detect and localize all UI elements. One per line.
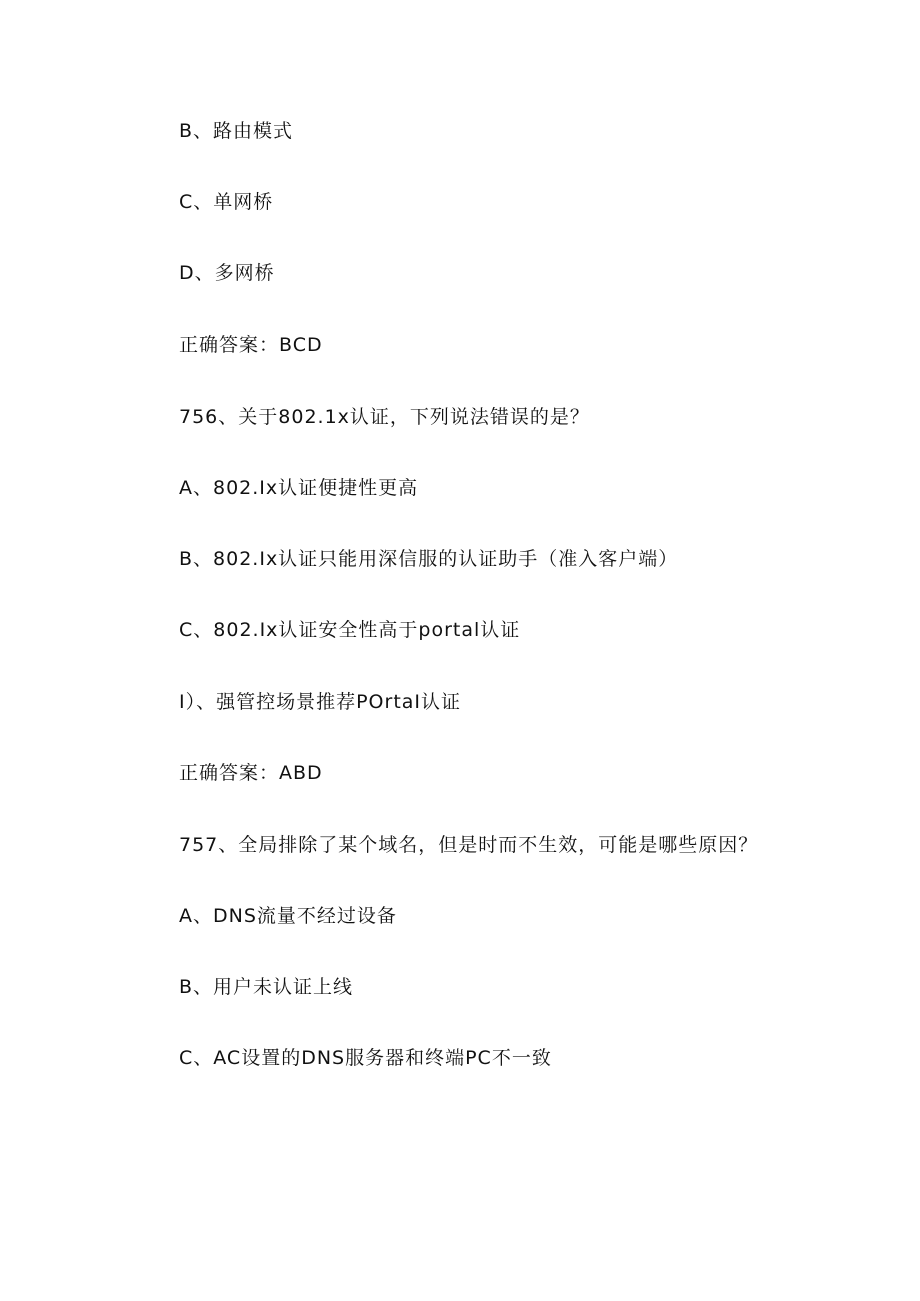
question-756: 756、关于802.1x认证，下列说法错误的是？ [179, 406, 590, 428]
question-756-option-c: C、802.Ix认证安全性高于portal认证 [179, 619, 521, 641]
question-756-option-d: I）、强管控场景推荐POrtaI认证 [179, 691, 462, 713]
question-757-option-a: A、DNS流量不经过设备 [179, 905, 397, 927]
question-757-option-c: C、AC设置的DNS服务器和终端PC不一致 [179, 1047, 552, 1069]
question-756-option-a: A、802.Ix认证便捷性更高 [179, 477, 419, 499]
question-757-option-b: B、用户未认证上线 [179, 976, 354, 998]
question-757: 757、全局排除了某个域名，但是时而不生效，可能是哪些原因？ [179, 834, 759, 856]
option-b-route-mode: B、路由模式 [179, 120, 294, 142]
question-756-option-b: B、802.Ix认证只能用深信服的认证助手（准入客户端） [179, 548, 679, 570]
answer-755: 正确答案：BCD [179, 334, 323, 356]
answer-756: 正确答案：ABD [179, 762, 323, 784]
option-d-multi-bridge: D、多网桥 [179, 262, 275, 284]
option-c-single-bridge: C、单网桥 [179, 191, 274, 213]
